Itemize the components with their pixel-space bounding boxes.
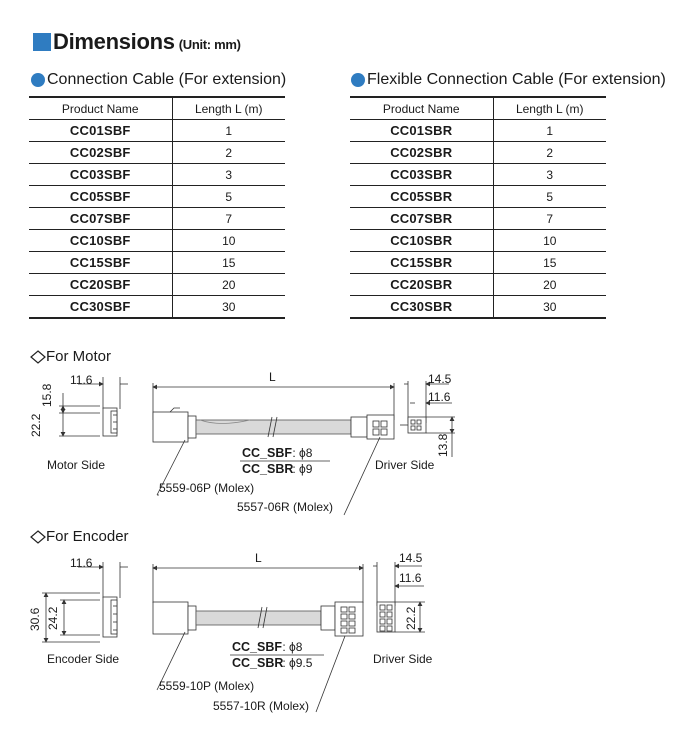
right-table-heading bbox=[351, 71, 666, 89]
encoder-cable-diagram bbox=[0, 548, 680, 728]
dim-11-6-driver: 11.6 bbox=[399, 571, 422, 585]
length-cell: 2 bbox=[172, 142, 285, 164]
table-row bbox=[29, 164, 285, 186]
unit-label: (Unit: mm) bbox=[178, 37, 241, 52]
table-row bbox=[350, 252, 606, 274]
dim-11-6: 11.6 bbox=[70, 373, 93, 387]
dim-13-8: 13.8 bbox=[436, 433, 450, 457]
encoder-side-label: Encoder Side bbox=[47, 652, 120, 666]
left-table-heading bbox=[31, 71, 286, 89]
dim-l: L bbox=[269, 370, 276, 384]
length-cell: 30 bbox=[493, 296, 606, 319]
length-cell: 20 bbox=[172, 274, 285, 296]
for-encoder-heading-text: For Encoder bbox=[46, 528, 129, 545]
table-body bbox=[350, 120, 606, 319]
table-row bbox=[29, 208, 285, 230]
dim-22-2: 22.2 bbox=[404, 606, 418, 630]
table-row bbox=[350, 230, 606, 252]
table-row bbox=[350, 186, 606, 208]
connector-5557-10r: 5557-10R (Molex) bbox=[213, 699, 310, 713]
left-table-heading-text: Connection Cable (For extension) bbox=[47, 71, 287, 88]
length-cell: 5 bbox=[493, 186, 606, 208]
product-name-cell: CC02SBF bbox=[29, 142, 172, 164]
table-row bbox=[350, 296, 606, 319]
col-length: Length L (m) bbox=[172, 97, 285, 120]
connector-5559-06p: 5559-06P (Molex) bbox=[159, 481, 255, 495]
length-cell: 30 bbox=[172, 296, 285, 319]
product-name-cell: CC30SBR bbox=[350, 296, 493, 319]
sbf-diameter: : ϕ8 bbox=[279, 640, 303, 654]
length-cell: 15 bbox=[172, 252, 285, 274]
product-name-cell: CC07SBF bbox=[29, 208, 172, 230]
length-cell: 15 bbox=[493, 252, 606, 274]
for-encoder-heading bbox=[30, 528, 129, 545]
sbr-diameter: : ϕ9 bbox=[289, 462, 313, 476]
motor-cable-diagram bbox=[0, 365, 680, 525]
table-row bbox=[350, 142, 606, 164]
dim-14-5: 14.5 bbox=[399, 551, 423, 565]
length-cell: 20 bbox=[493, 274, 606, 296]
product-name-cell: CC07SBR bbox=[350, 208, 493, 230]
table-row bbox=[350, 208, 606, 230]
diamond-icon bbox=[30, 350, 46, 364]
product-name-cell: CC03SBR bbox=[350, 164, 493, 186]
product-name-cell: CC03SBF bbox=[29, 164, 172, 186]
dim-l: L bbox=[255, 551, 262, 565]
length-cell: 3 bbox=[493, 164, 606, 186]
sbf-name: CC_SBF bbox=[242, 446, 293, 460]
length-cell: 5 bbox=[172, 186, 285, 208]
length-cell: 1 bbox=[172, 120, 285, 142]
table-row bbox=[29, 142, 285, 164]
sbf-diameter: : ϕ8 bbox=[289, 446, 313, 460]
motor-side-label: Motor Side bbox=[47, 458, 106, 472]
length-cell: 1 bbox=[493, 120, 606, 142]
table-header-row bbox=[350, 97, 606, 120]
for-motor-heading bbox=[30, 348, 111, 365]
table-row bbox=[29, 120, 285, 142]
col-product-name: Product Name bbox=[350, 97, 493, 120]
length-cell: 7 bbox=[493, 208, 606, 230]
connector-5557-06r: 5557-06R (Molex) bbox=[237, 500, 334, 514]
length-cell: 10 bbox=[172, 230, 285, 252]
table-header-row bbox=[29, 97, 285, 120]
title-square-icon bbox=[33, 33, 51, 51]
dim-11-6-driver: 11.6 bbox=[428, 390, 451, 404]
table-row bbox=[29, 186, 285, 208]
diamond-icon bbox=[30, 530, 46, 544]
product-name-cell: CC20SBF bbox=[29, 274, 172, 296]
dim-22-2: 22.2 bbox=[29, 413, 43, 437]
bullet-dot-icon bbox=[31, 73, 45, 87]
dim-11-6: 11.6 bbox=[70, 556, 93, 570]
table-body bbox=[29, 120, 285, 319]
table-row bbox=[350, 164, 606, 186]
sbr-diameter: : ϕ9.5 bbox=[279, 656, 313, 670]
length-cell: 10 bbox=[493, 230, 606, 252]
product-name-cell: CC05SBR bbox=[350, 186, 493, 208]
bullet-dot-icon bbox=[351, 73, 365, 87]
connector-5559-10p: 5559-10P (Molex) bbox=[159, 679, 255, 693]
product-name-cell: CC15SBF bbox=[29, 252, 172, 274]
dim-15-8: 15.8 bbox=[40, 383, 54, 407]
dim-24-2: 24.2 bbox=[46, 606, 60, 630]
table-row bbox=[29, 252, 285, 274]
sbr-name: CC_SBR bbox=[232, 656, 284, 670]
connection-cable-table bbox=[29, 96, 285, 319]
table-row bbox=[350, 120, 606, 142]
product-name-cell: CC05SBF bbox=[29, 186, 172, 208]
sbr-name: CC_SBR bbox=[242, 462, 294, 476]
dim-14-5: 14.5 bbox=[428, 372, 452, 386]
driver-side-label: Driver Side bbox=[375, 458, 435, 472]
driver-side-label: Driver Side bbox=[373, 652, 433, 666]
for-motor-heading-text: For Motor bbox=[46, 348, 112, 365]
length-cell: 3 bbox=[172, 164, 285, 186]
table-row bbox=[29, 274, 285, 296]
product-name-cell: CC02SBR bbox=[350, 142, 493, 164]
page-title: Dimensions (Unit: mm) bbox=[53, 29, 241, 54]
length-cell: 2 bbox=[493, 142, 606, 164]
product-name-cell: CC30SBF bbox=[29, 296, 172, 319]
flexible-cable-table bbox=[350, 96, 606, 319]
product-name-cell: CC10SBF bbox=[29, 230, 172, 252]
product-name-cell: CC20SBR bbox=[350, 274, 493, 296]
right-table-heading-text: Flexible Connection Cable (For extension) bbox=[367, 71, 666, 88]
product-name-cell: CC10SBR bbox=[350, 230, 493, 252]
product-name-cell: CC01SBF bbox=[29, 120, 172, 142]
product-name-cell: CC15SBR bbox=[350, 252, 493, 274]
dim-30-6: 30.6 bbox=[28, 607, 42, 631]
sbf-name: CC_SBF bbox=[232, 640, 283, 654]
product-name-cell: CC01SBR bbox=[350, 120, 493, 142]
length-cell: 7 bbox=[172, 208, 285, 230]
col-product-name: Product Name bbox=[29, 97, 172, 120]
table-row bbox=[29, 296, 285, 319]
col-length: Length L (m) bbox=[493, 97, 606, 120]
table-row bbox=[29, 230, 285, 252]
table-row bbox=[350, 274, 606, 296]
